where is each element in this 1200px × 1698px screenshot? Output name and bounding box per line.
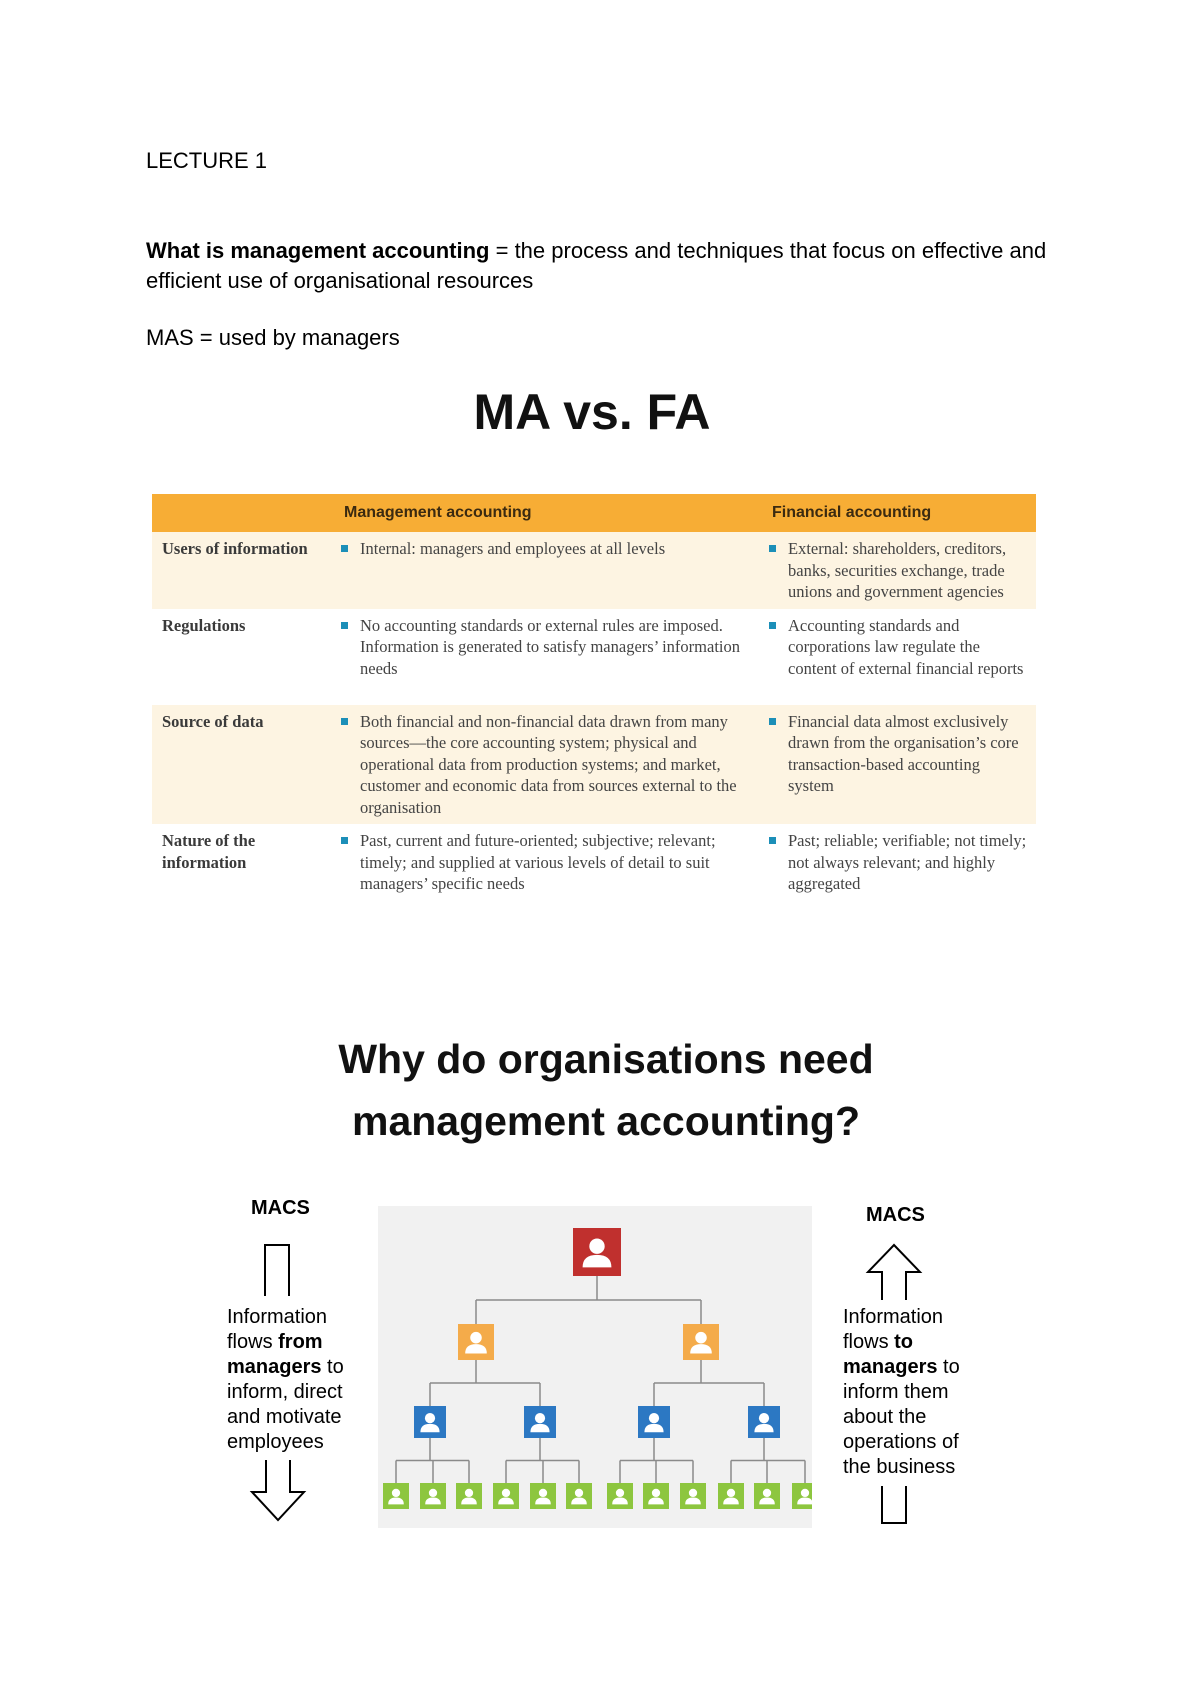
flow-line	[843, 1380, 993, 1405]
ma-cell	[330, 705, 758, 825]
flow-line	[843, 1430, 993, 1455]
arrow-down-icon	[248, 1458, 308, 1524]
person-icon	[566, 1483, 592, 1509]
person-icon	[493, 1483, 519, 1509]
flow-line	[227, 1430, 377, 1455]
fa-bullet: Accounting standards and corporations law regulate the content of external financial reports	[768, 615, 1028, 680]
hollow-bar-left-icon	[262, 1242, 292, 1298]
person-icon	[607, 1483, 633, 1509]
person-icon	[383, 1483, 409, 1509]
org-chart-panel	[378, 1206, 812, 1528]
table-row	[152, 609, 1036, 705]
person-icon	[420, 1483, 446, 1509]
flow-up-text	[843, 1305, 993, 1480]
ma-bullet: No accounting standards or external rules are imposed. Information is generated to satisfy managers’ information needs	[340, 615, 750, 680]
flow-run: to	[894, 1331, 914, 1353]
lecture-heading: LECTURE 1	[146, 148, 268, 173]
mas-line: MAS = used by managers	[146, 325, 400, 350]
macs-right-label: MACS	[866, 1204, 925, 1226]
comparison-table	[152, 494, 1036, 902]
ma-bullet: Both financial and non-financial data drawn from many sources—the core accounting system; physical and operational data from production systems; and market, customer and economic data from sources external to the organisation	[340, 711, 750, 819]
arrow-up-icon	[864, 1242, 924, 1302]
table-row	[152, 705, 1036, 825]
flow-line	[227, 1380, 377, 1405]
row-label: Users of information	[152, 532, 330, 609]
flow-line	[227, 1305, 377, 1330]
flow-run: Information	[227, 1306, 328, 1328]
ma-bullet: Past, current and future-oriented; subjective; relevant; timely; and supplied at various levels of detail to suit managers’ specific needs	[340, 830, 750, 895]
fa-bullet: External: shareholders, creditors, banks, securities exchange, trade unions and government agencies	[768, 538, 1028, 603]
flow-line	[843, 1405, 993, 1430]
flow-run: managers	[843, 1356, 938, 1378]
definition-term: What is management accounting	[146, 238, 490, 263]
flow-run: managers	[227, 1356, 322, 1378]
flow-run: the business	[843, 1456, 956, 1478]
flow-run: employees	[227, 1431, 324, 1453]
flow-line	[227, 1355, 377, 1380]
flow-line	[843, 1455, 993, 1480]
flow-run: inform them	[843, 1381, 949, 1403]
table-header-fa: Financial accounting	[758, 494, 1036, 532]
fa-cell	[758, 824, 1036, 902]
fa-cell	[758, 609, 1036, 705]
person-icon	[458, 1324, 494, 1360]
person-icon	[573, 1228, 621, 1276]
flow-run: flows	[227, 1331, 279, 1353]
person-icon	[456, 1483, 482, 1509]
person-icon	[683, 1324, 719, 1360]
definition-paragraph	[146, 236, 1076, 296]
flow-line	[227, 1405, 377, 1430]
row-label: Regulations	[162, 615, 246, 635]
flow-run: and motivate	[227, 1406, 342, 1428]
why-title-line-2: management accounting?	[351, 1098, 860, 1144]
ma-vs-fa-title: MA vs. FA	[473, 384, 711, 440]
flow-down-text	[227, 1305, 377, 1455]
person-icon	[643, 1483, 669, 1509]
why-title-line-1: Why do organisations need	[338, 1036, 874, 1082]
ma-cell	[330, 609, 758, 705]
person-icon	[680, 1483, 706, 1509]
ma-cell	[330, 824, 758, 902]
flow-line	[843, 1330, 993, 1355]
person-icon	[718, 1483, 744, 1509]
person-icon	[754, 1483, 780, 1509]
row-label: Source of data	[152, 705, 330, 825]
person-icon	[748, 1406, 780, 1438]
person-icon	[638, 1406, 670, 1438]
table-header-ma: Management accounting	[330, 494, 758, 532]
row-label: Nature of the information	[162, 831, 256, 872]
flow-run: about the	[843, 1406, 927, 1428]
person-icon	[414, 1406, 446, 1438]
flow-line	[227, 1330, 377, 1355]
table-header-empty	[152, 494, 330, 532]
fa-bullet: Financial data almost exclusively drawn from the organisation’s core transaction-based accounting system	[768, 711, 1028, 797]
hollow-bar-right-icon	[879, 1484, 909, 1526]
flow-run: to	[321, 1356, 344, 1378]
ma-cell	[330, 532, 758, 609]
person-icon	[792, 1483, 812, 1509]
macs-left-label: MACS	[251, 1197, 310, 1219]
table-header-row	[152, 494, 1036, 532]
flow-run: operations of	[843, 1431, 959, 1453]
definition-text: = the process and techniques that focus on effective and efficient use of organisational resources	[146, 238, 1047, 293]
fa-cell	[758, 705, 1036, 825]
fa-cell	[758, 532, 1036, 609]
table-row	[152, 532, 1036, 609]
flow-run: flows	[843, 1331, 895, 1353]
person-icon	[524, 1406, 556, 1438]
ma-bullet: Internal: managers and employees at all levels	[340, 538, 750, 560]
person-icon	[530, 1483, 556, 1509]
flow-run: inform, direct	[227, 1381, 343, 1403]
flow-line	[843, 1305, 993, 1330]
flow-run: to	[937, 1356, 960, 1378]
why-title	[6, 1028, 1200, 1152]
fa-bullet: Past; reliable; verifiable; not timely; not always relevant; and highly aggregated	[768, 830, 1028, 895]
org-chart	[378, 1206, 812, 1528]
flow-run: from	[278, 1331, 323, 1353]
flow-line	[843, 1355, 993, 1380]
flow-run: Information	[843, 1306, 944, 1328]
table-row	[152, 824, 1036, 902]
